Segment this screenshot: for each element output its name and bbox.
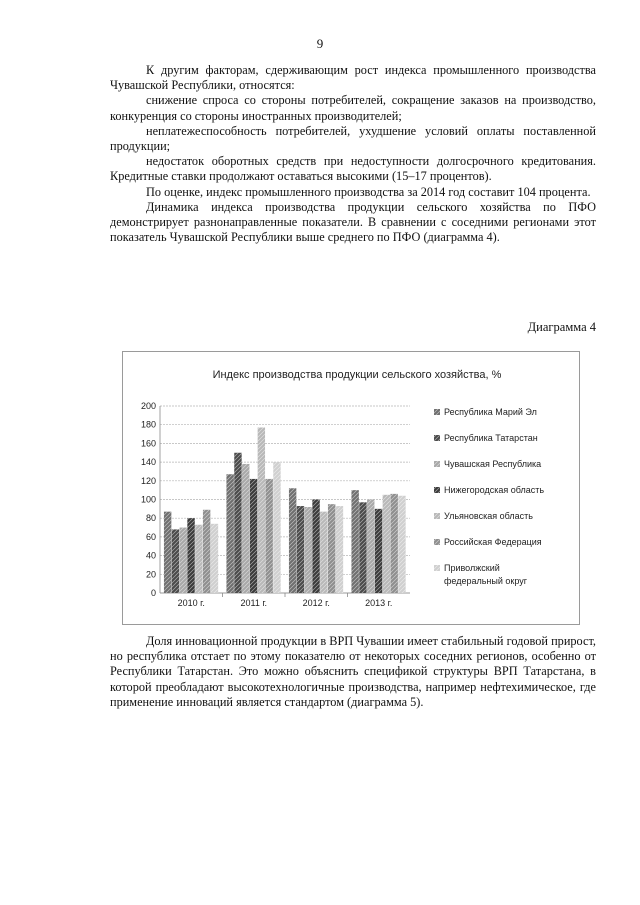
legend-label: Чувашская Республика [444,459,542,469]
paragraph: неплатежеспособность потребителей, ухудшение условий оплаты поставленной продукции; [110,123,596,154]
y-tick-label: 20 [145,569,156,580]
legend-swatch-hatch [434,461,440,467]
bar-hatch [289,488,296,593]
bar-hatch [328,504,335,593]
x-category-label: 2013 г. [365,598,393,608]
bar-hatch [226,474,233,593]
bar-hatch [234,453,241,593]
legend-swatch-hatch [434,565,440,571]
y-tick-label: 100 [140,494,156,505]
bar-hatch [398,496,405,593]
chart-title: Индекс производства продукции сельского хозяйства, % [212,369,502,381]
y-tick-label: 60 [145,531,156,542]
legend-swatch-hatch [434,487,440,493]
legend-swatch-hatch [434,539,440,545]
y-tick-label: 140 [140,457,156,468]
bar-hatch [203,510,210,593]
bar-hatch [187,518,194,593]
bar-hatch [336,506,343,593]
bar-hatch [351,490,358,593]
legend-swatch-hatch [434,435,440,441]
bar-hatch [250,479,257,593]
bar-hatch [390,494,397,593]
bar-hatch [172,529,179,593]
bar-hatch [320,512,327,593]
bar-hatch [312,500,319,594]
paragraph: Динамика индекса производства продукции сельского хозяйства по ПФО демонстрирует разнонаправленные показатели. В сравнении с соседними регионами этот показатель Чувашской Республики выше среднего по ПФО (диаграмма 4). [110,199,596,245]
text-block-bottom [110,634,596,710]
page-number: 9 [316,36,324,51]
bar-hatch [164,512,171,593]
paragraph: Доля инновационной продукции в ВРП Чувашии имеет стабильный годовой прирост, но республика отстает по этому показателю от некоторых соседних регионов, особенно от Республики Татарстан. Это можно объяснить спецификой структуры ВРП Татарстана, в которой преобладают высокотехнологичные производства, например нефтехимическое, где применение инноваций является стандартом (диаграмма 5). [110,634,596,709]
y-tick-label: 180 [140,419,156,430]
legend-label: Ульяновская область [444,511,533,521]
y-tick-label: 120 [140,475,156,486]
paragraph: По оценке, индекс промышленного производства за 2014 год составит 104 процента. [146,184,591,199]
legend-label: федеральный округ [444,576,528,586]
legend-swatch-hatch [434,409,440,415]
bar-hatch [211,524,218,593]
bar-hatch [367,500,374,594]
y-tick-label: 200 [140,401,156,411]
paragraph: недостаток оборотных средств при недоступности долгосрочного кредитования. Кредитные ставки продолжают оставаться высокими (15–17 процентов). [110,154,596,184]
x-category-label: 2012 г. [302,598,330,608]
y-tick-label: 40 [145,550,156,561]
bar-hatch [375,509,382,593]
legend-label: Республика Татарстан [444,433,538,443]
bar-hatch [195,525,202,593]
y-tick-label: 80 [145,513,156,524]
diagram-label: Диаграмма 4 [527,320,596,334]
x-category-label: 2010 г. [177,598,205,608]
paragraph: К другим факторам, сдерживающим рост индекса промышленного производства Чувашской Республики, относятся: [110,63,596,93]
legend-swatch-hatch [434,513,440,519]
bar-hatch [305,507,312,593]
bar-hatch [383,495,390,593]
legend-label: Республика Марий Эл [444,407,537,417]
bar-hatch [180,528,187,593]
chart-frame [122,351,580,625]
bar-hatch [359,502,366,593]
chart [123,352,579,624]
y-tick-label: 160 [140,438,156,449]
x-category-label: 2011 г. [240,598,268,608]
bar-hatch [273,462,280,593]
bar-hatch [242,464,249,593]
legend-label: Нижегородская область [444,485,545,495]
paragraph: снижение спроса со стороны потребителей, сокращение заказов на производство, конкуренция со стороны иностранных производителей; [110,93,596,123]
bar-hatch [297,506,304,593]
bar-hatch [265,479,272,593]
y-tick-label: 0 [150,588,156,598]
text-block-top [110,63,596,245]
bar-hatch [258,428,265,593]
legend-label: Российская Федерация [444,537,542,547]
legend-label: Приволжский [444,563,500,573]
